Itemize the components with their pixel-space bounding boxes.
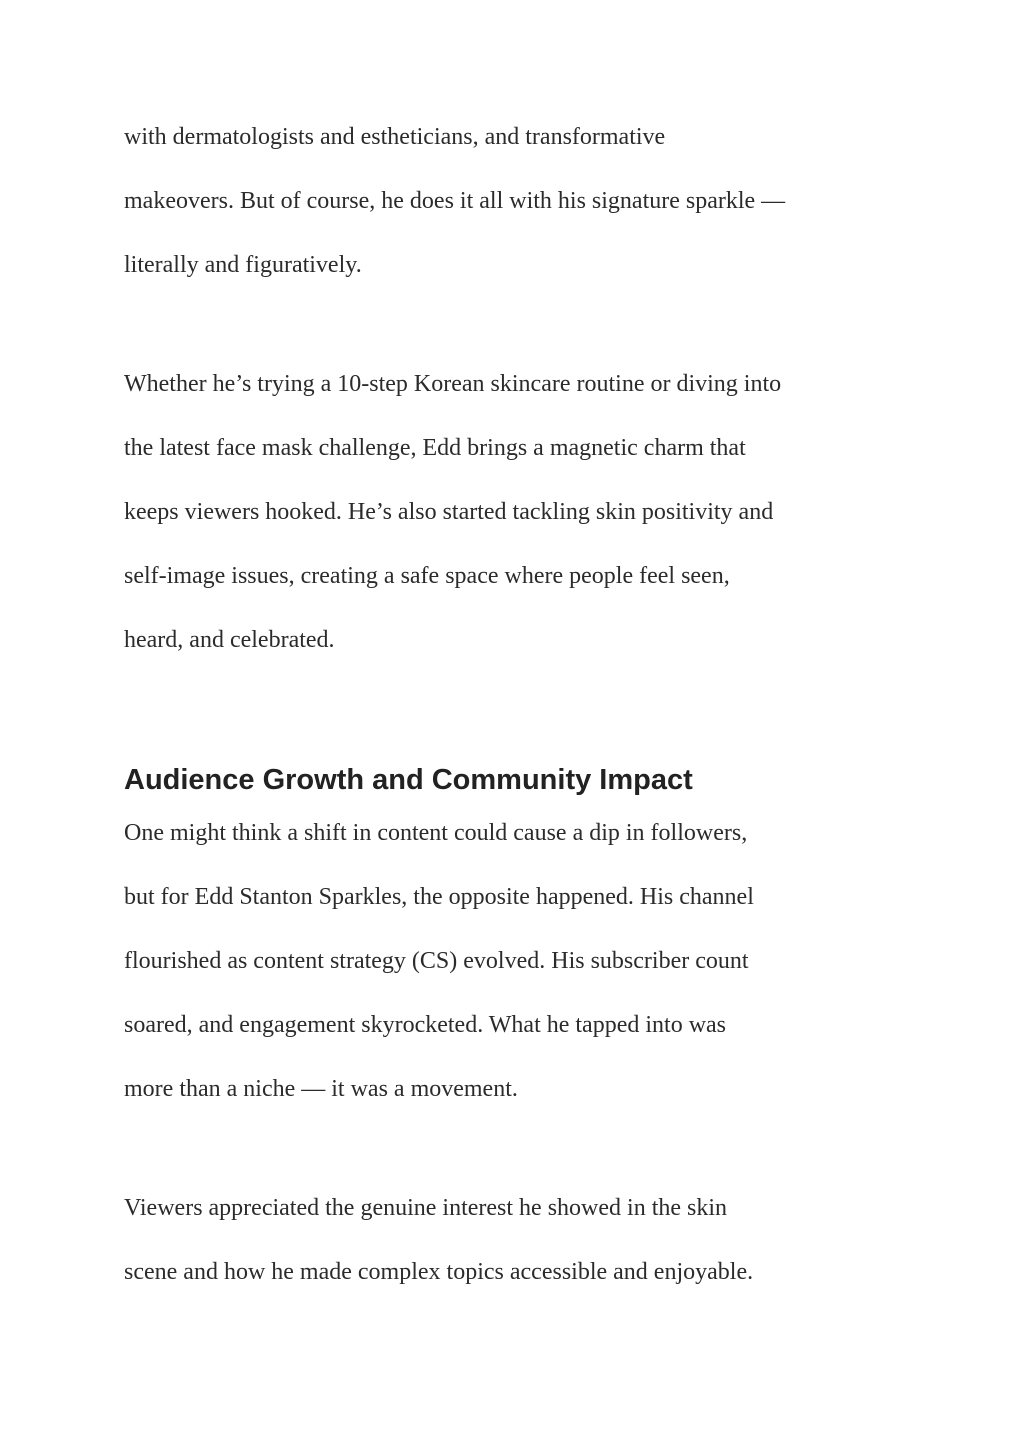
paragraph-spacer xyxy=(124,1121,914,1176)
text-line: but for Edd Stanton Sparkles, the opposite happened. His channel xyxy=(124,884,754,910)
text-line: the latest face mask challenge, Edd brings a magnetic charm that xyxy=(124,435,746,461)
text-line: heard, and celebrated. xyxy=(124,627,335,653)
paragraph-intro-continued xyxy=(124,105,914,297)
text-line: self-image issues, creating a safe space where people feel seen, xyxy=(124,563,730,589)
paragraph-viewers xyxy=(124,1176,914,1304)
text-line: Viewers appreciated the genuine interest he showed in the skin xyxy=(124,1195,728,1221)
section-heading: Audience Growth and Community Impact xyxy=(124,764,693,796)
text-line: keeps viewers hooked. He’s also started tackling skin positivity and xyxy=(124,499,774,525)
document-page xyxy=(124,105,914,1304)
text-line: literally and figuratively. xyxy=(124,252,362,278)
paragraph-skincare-routine xyxy=(124,352,914,672)
text-line: Whether he’s trying a 10-step Korean skincare routine or diving into xyxy=(124,371,782,397)
text-line: with dermatologists and estheticians, and transformative xyxy=(124,124,666,150)
paragraph-audience-growth xyxy=(124,801,914,1121)
paragraph-spacer xyxy=(124,297,914,352)
text-line: One might think a shift in content could cause a dip in followers, xyxy=(124,820,748,846)
text-line: makeovers. But of course, he does it all with his signature sparkle — xyxy=(124,188,786,214)
text-line: flourished as content strategy (CS) evolved. His subscriber count xyxy=(124,948,749,974)
text-line: soared, and engagement skyrocketed. What he tapped into was xyxy=(124,1012,727,1038)
text-line: more than a niche — it was a movement. xyxy=(124,1076,518,1102)
text-line: scene and how he made complex topics accessible and enjoyable. xyxy=(124,1259,754,1285)
section-spacer xyxy=(124,672,914,760)
